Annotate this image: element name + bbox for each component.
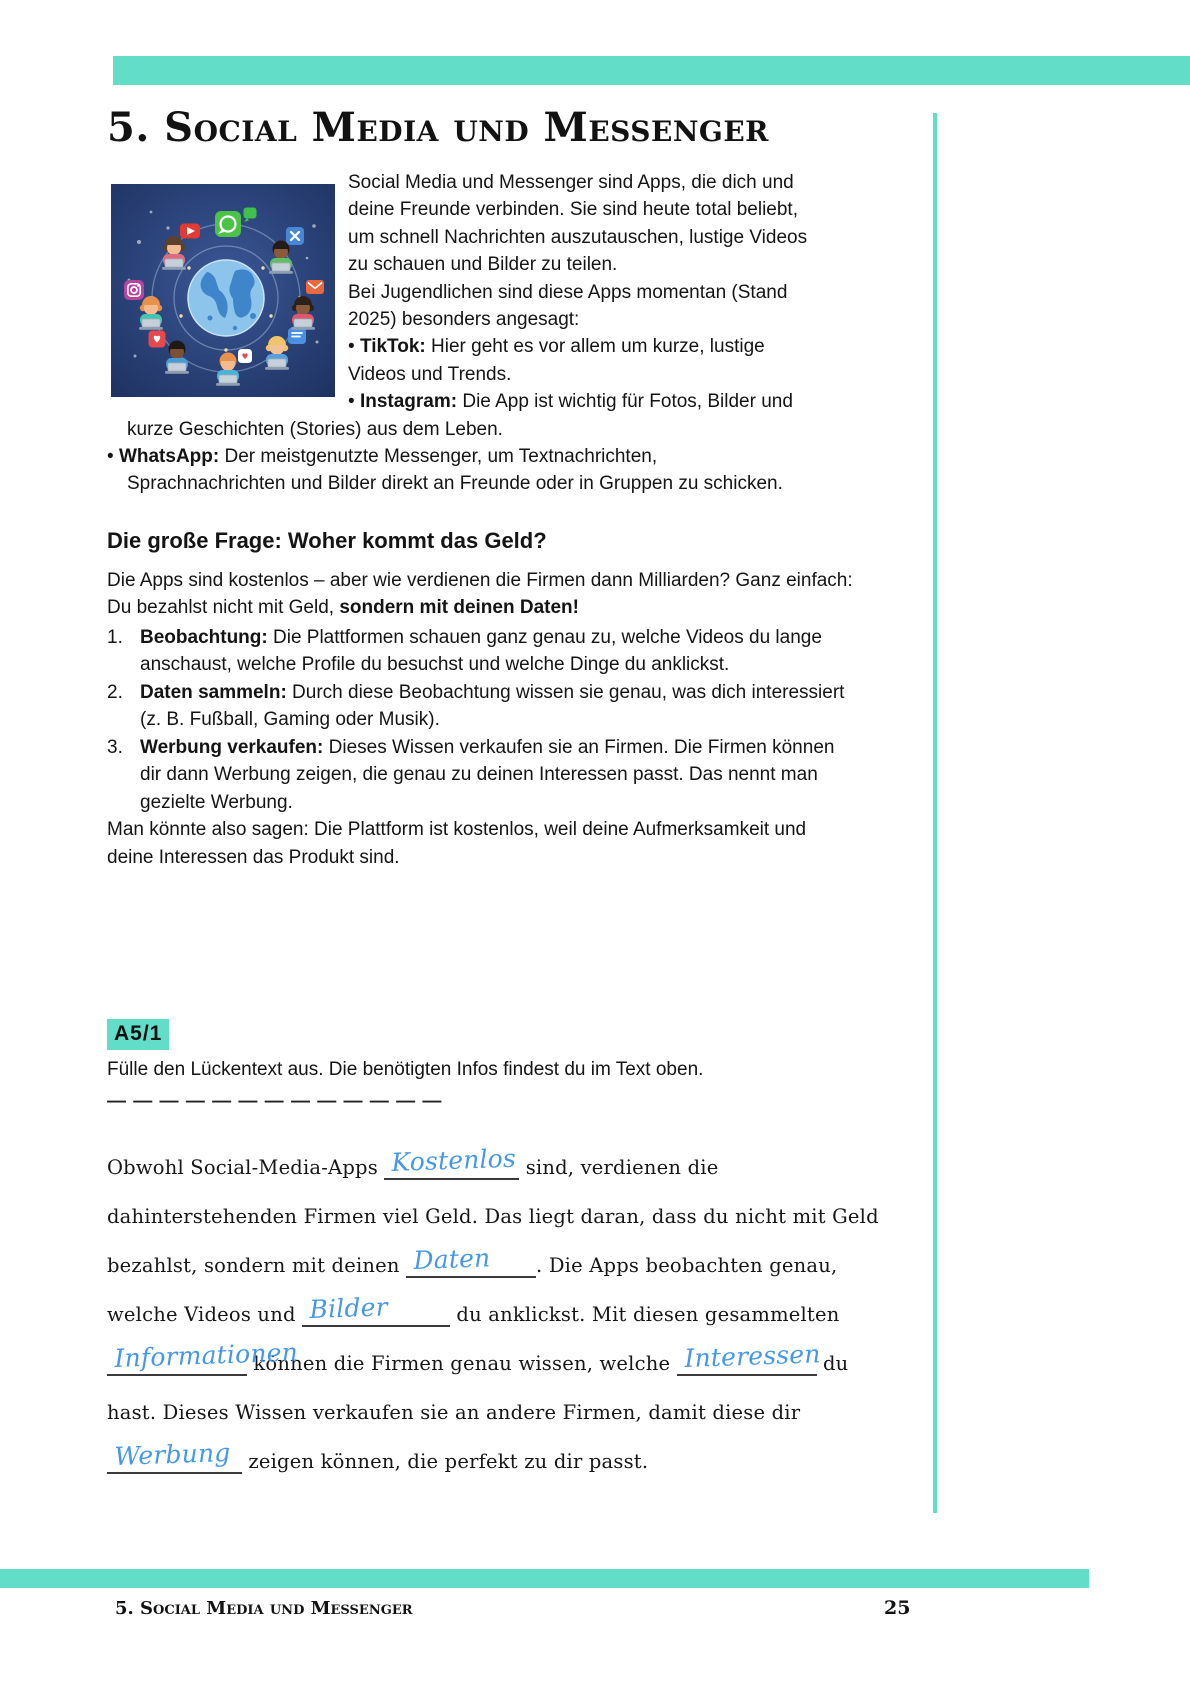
footer-page-number: 25 (884, 1597, 911, 1619)
handwritten-answer: Werbung (113, 1438, 231, 1472)
numbered-item: 3. Werbung verkaufen: Dieses Wissen verkaufen sie an Firmen. Die Firmen können dir dann Werbung zeigen, die genau zu deinen Interessen passt. Das nennt man gezielte Werbung. (107, 734, 853, 817)
blank-underline (107, 1438, 242, 1474)
globe-icon (188, 260, 264, 336)
blank-underline (107, 1337, 299, 1376)
gap-line: welche Videos und Bilder du anklickst. Mit diesen gesammelten (107, 1292, 840, 1327)
gap-line: Werbung zeigen können, die perfekt zu dir passt. (107, 1447, 853, 1477)
handwritten-answer: Bilder (308, 1292, 389, 1325)
bullet-item-tiktok: • TikTok: Hier geht es vor allem um kurze, lustige (107, 333, 853, 360)
x-icon (286, 227, 304, 245)
divider-dashes: — — — — — — — — — — — — — (107, 1091, 443, 1113)
item-label: Werbung verkaufen: (140, 736, 324, 758)
page-title: 5. Social Media und Messenger (107, 104, 769, 151)
gap-line: Informationen können die Firmen genau wissen, welche Interessen du (107, 1349, 853, 1379)
social-media-illustration (111, 184, 335, 397)
blank-underline (406, 1243, 536, 1278)
intro-line: um schnell Nachrichten auszutauschen, lustige Videos (348, 226, 808, 248)
intro-line: Social Media und Messenger sind Apps, die dich und (348, 172, 794, 193)
illustration-svg (111, 184, 335, 397)
numbered-item: 2. Daten sammeln: Durch diese Beobachtung wissen sie genau, was dich interessiert (z. B. Fußball, Gaming oder Musik). (107, 679, 853, 734)
handwritten-answer: Daten (412, 1243, 491, 1276)
top-accent-bar (113, 56, 1190, 85)
footer-chapter: 5. Social Media und Messenger (115, 1598, 413, 1619)
bullet-item-whatsapp: • WhatsApp: Der meistgenutzte Messenger, um Textnachrichten, (107, 443, 853, 470)
page-content (107, 85, 879, 1496)
intro-line: Bei Jugendlichen sind diese Apps momentan (Stand (348, 281, 788, 303)
gap-line: Obwohl Social-Media-Apps Kostenlos sind, verdienen die (107, 1144, 719, 1180)
chat-lines-icon (288, 328, 306, 344)
handwritten-answer: Kostenlos (391, 1144, 517, 1178)
conclusion-paragraph: Man könnte also sagen: Die Plattform ist kostenlos, weil deine Aufmerksamkeit und deine Interessen das Produkt sind. (107, 819, 807, 868)
exercise-badge: A5/1 (107, 1019, 169, 1050)
bullet-wrap-line: kurze Geschichten (Stories) aus dem Leben. (127, 418, 503, 440)
blank-underline (384, 1144, 519, 1180)
blank-underline (677, 1339, 821, 1376)
blank-underline (302, 1292, 450, 1327)
right-accent-rule (933, 113, 937, 1513)
intro-section (107, 169, 853, 498)
mail-icon (306, 280, 324, 294)
gap-line: hast. Dieses Wissen verkaufen sie an andere Firmen, damit diese dir (107, 1401, 801, 1425)
gap-line: bezahlst, sondern mit deinen Daten . Die Apps beobachten genau, (107, 1243, 838, 1278)
bottom-accent-bar (0, 1569, 1089, 1588)
numbered-list (107, 624, 853, 817)
item-number: 3. (107, 736, 123, 758)
like-heart-icon (238, 349, 252, 363)
item-label: Daten sammeln: (140, 681, 287, 703)
intro-line: zu schauen und Bilder zu teilen. (348, 254, 618, 276)
section-heading: Die große Frage: Woher kommt das Geld? (107, 527, 547, 553)
gap-fill-text (107, 1144, 879, 1477)
gap-line: dahinterstehenden Firmen viel Geld. Das liegt daran, dass du nicht mit Geld (107, 1205, 879, 1229)
whatsapp-icon (215, 211, 241, 237)
exercise-instruction: Fülle den Lückentext aus. Die benötigten Infos findest du im Text oben. (107, 1059, 704, 1081)
bullet-wrap-line: Sprachnachrichten und Bilder direkt an Freunde oder in Gruppen zu schicken. (127, 473, 783, 495)
intro-line: deine Freunde verbinden. Sie sind heute total beliebt, (348, 199, 798, 221)
money-paragraph: Die Apps sind kostenlos – aber wie verdienen die Firmen dann Milliarden? Ganz einfach: Du bezahlst nicht mit Geld, sondern mit deinen Daten! (107, 569, 853, 619)
handwritten-answer: Informationen (113, 1337, 299, 1374)
bullet-wrap-line: Videos und Trends. (348, 363, 512, 385)
instagram-icon (124, 280, 144, 300)
item-number: 1. (107, 626, 123, 648)
item-label: Beobachtung: (140, 626, 268, 648)
youtube-play-icon (180, 224, 200, 239)
heart-pin-icon (149, 331, 166, 348)
item-number: 2. (107, 681, 123, 703)
intro-line: 2025) besonders angesagt: (348, 309, 580, 331)
handwritten-answer: Interessen (683, 1339, 821, 1374)
bullet-item-instagram: • Instagram: Die App ist wichtig für Fotos, Bilder und (107, 388, 853, 415)
numbered-item: 1. Beobachtung: Die Plattformen schauen ganz genau zu, welche Videos du lange anschaust, welche Profile du besuchst und welche Dinge du anklickst. (107, 624, 853, 679)
